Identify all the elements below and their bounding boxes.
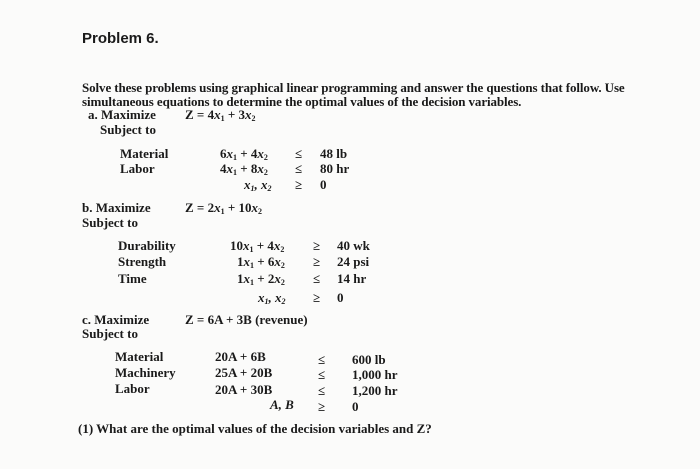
problem-title: Problem 6. <box>82 30 159 47</box>
constraint-lhs: $x_1$, $x_2$ <box>244 177 272 193</box>
intro-line-2: simultaneous equations to determine the optimal values of the decision variables. <box>82 94 522 109</box>
constraint-rhs: 1,000 hr <box>352 367 398 382</box>
constraint-rhs: 0 <box>337 290 344 305</box>
constraint-lhs: 25A + 20B <box>215 365 273 380</box>
constraint-name: Machinery <box>115 365 176 380</box>
constraint-rhs: 600 lb <box>352 352 386 367</box>
constraint-lhs: $4x_1 + 8x_2$ <box>220 161 268 177</box>
constraint-operator: ≤ <box>295 146 303 161</box>
constraint-lhs: $6x_1 + 4x_2$ <box>220 146 268 162</box>
constraint-rhs: 24 psi <box>337 254 370 269</box>
constraint-rhs: 14 hr <box>337 271 367 286</box>
constraint-rhs: 1,200 hr <box>352 383 398 398</box>
problem-a-label: a. Maximize <box>88 107 156 122</box>
problem-c-subject-to: Subject to <box>82 326 138 341</box>
constraint-operator: ≥ <box>313 290 321 305</box>
constraint-operator: ≥ <box>318 399 326 414</box>
problem-c-label: c. Maximize <box>82 312 150 327</box>
constraint-rhs: 0 <box>352 399 359 414</box>
constraint-lhs: 20A + 6B <box>215 349 266 364</box>
constraint-operator: ≤ <box>318 383 326 398</box>
constraint-operator: ≥ <box>313 254 321 269</box>
constraint-lhs: 20A + 30B <box>215 382 273 397</box>
constraint-name: Material <box>120 146 169 161</box>
constraint-lhs: $1x_1 + 6x_2$ <box>237 254 285 270</box>
constraint-operator: ≤ <box>313 271 321 286</box>
constraint-operator: ≤ <box>318 352 326 367</box>
problem-c-objective: Z = 6A + 3B (revenue) <box>185 312 308 327</box>
constraint-name: Strength <box>118 254 167 269</box>
problem-a-objective: $Z = 4x_1 + 3x_2$ <box>185 107 256 123</box>
constraint-name: Durability <box>118 238 176 253</box>
problem-b-subject-to: Subject to <box>82 215 138 230</box>
constraint-rhs: 48 lb <box>320 146 348 161</box>
problem-b-label: b. Maximize <box>82 200 151 215</box>
constraint-name: Labor <box>115 381 150 396</box>
constraint-lhs: $10x_1 + 4x_2$ <box>230 238 285 254</box>
intro-line-1: Solve these problems using graphical linear programming and answer the questions that follow. Use <box>82 80 625 95</box>
question-text: (1) What are the optimal values of the decision variables and Z? <box>78 421 432 436</box>
constraint-operator: ≥ <box>295 177 303 192</box>
problem-a-subject-to: Subject to <box>100 122 156 137</box>
constraint-name: Labor <box>120 161 155 176</box>
constraint-lhs: A, B <box>270 397 294 412</box>
constraint-operator: ≥ <box>313 238 321 253</box>
constraint-operator: ≤ <box>295 161 303 176</box>
constraint-rhs: 80 hr <box>320 161 350 176</box>
constraint-operator: ≤ <box>318 367 326 382</box>
constraint-name: Material <box>115 349 164 364</box>
constraint-lhs: $x_1$, $x_2$ <box>258 290 286 306</box>
constraint-name: Time <box>118 271 147 286</box>
constraint-rhs: 0 <box>320 177 327 192</box>
constraint-rhs: 40 wk <box>337 238 370 253</box>
problem-b-objective: $Z = 2x_1 + 10x_2$ <box>185 200 263 216</box>
constraint-lhs: $1x_1 + 2x_2$ <box>237 271 285 287</box>
